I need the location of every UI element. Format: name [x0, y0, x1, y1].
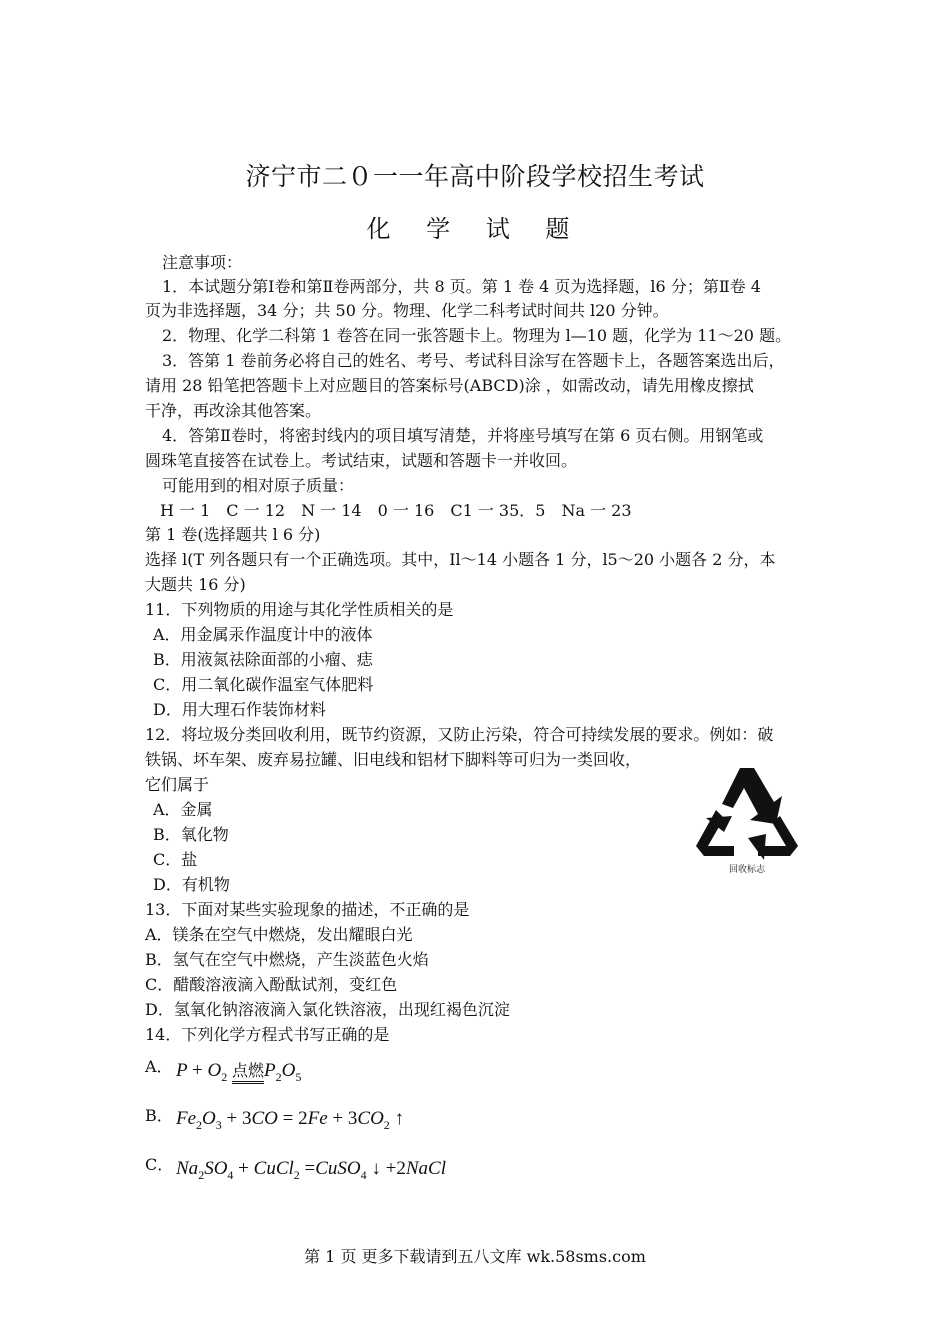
notice-item-1-line-1: 1．本试题分第Ⅰ卷和第Ⅱ卷两部分，共 8 页。第 1 卷 4 页为选择题，l6 分；第Ⅱ卷 4 [162, 277, 761, 296]
q14-option-c-label: C． [145, 1155, 174, 1174]
q11-option-c: C．用二氧化碳作温室气体肥料 [153, 675, 374, 694]
page-footer: 第 1 页 更多下载请到五八文库 wk.58sms.com [304, 1247, 646, 1266]
q12-stem-line-3: 它们属于 [145, 775, 210, 794]
q13-option-d: D．氢氧化钠溶液滴入氯化铁溶液，出现红褐色沉淀 [145, 1000, 510, 1019]
section-intro-line-2: 大题共 16 分) [145, 575, 246, 594]
notice-item-4-line-2: 圆珠笔直接答在试卷上。考试结束，试题和答题卡一并收回。 [145, 451, 578, 470]
exam-title: 济宁市二０一一年高中阶段学校招生考试 [245, 162, 705, 191]
notice-heading: 注意事项： [162, 253, 243, 272]
q14-option-b-label: B． [145, 1106, 173, 1125]
notice-item-3-line-1: 3．答第 1 卷前务必将自己的姓名、考号、考试科目涂写在答题卡上，各题答案选出后， [162, 351, 785, 370]
q12-option-c: C．盐 [153, 850, 198, 869]
exam-subtitle: 化 学 试 题 [366, 215, 584, 243]
atomic-mass-heading: 可能用到的相对原子质量： [162, 476, 355, 495]
q12-option-d: D．有机物 [153, 875, 230, 894]
recycle-symbol-figure [688, 758, 806, 878]
q13-option-a: A．镁条在空气中燃烧，发出耀眼白光 [145, 925, 413, 944]
notice-item-3-line-2: 请用 28 铅笔把答题卡上对应题目的答案标号(ABCD)涂 ，如需改动，请先用橡皮擦拭 [145, 376, 754, 395]
q14-equation-b: $Fe_2O_3 + 3CO = 2Fe + 3CO_2$ ↑ [176, 1108, 405, 1132]
q14-equation-a-condition: 点燃 [232, 1063, 264, 1084]
q12-stem-line-2: 铁锅、坏车架、废弃易拉罐、旧电线和铝材下脚料等可归为一类回收， [145, 750, 642, 769]
q11-option-b: B．用液氮祛除面部的小瘤、痣 [153, 650, 373, 669]
section-title: 第 1 卷(选择题共 l 6 分) [145, 525, 321, 544]
q12-option-b: B．氧化物 [153, 825, 229, 844]
recycle-caption: 回收标志 [728, 865, 766, 875]
atomic-mass-values: H 一 1 C 一 12 N 一 14 0 一 16 C1 一 35．5 Na 一 23 [160, 501, 632, 520]
section-intro-line-1: 选择 l(T 列各题只有一个正确选项。其中，Il～14 小题各 1 分，l5～20 小题各 2 分，本 [145, 550, 776, 569]
notice-item-3-line-3: 干净，再改涂其他答案。 [145, 401, 322, 420]
q11-option-a: A．用金属汞作温度计中的液体 [153, 625, 373, 644]
q14-equation-c: $Na_2SO_4$ + CuCl$_2$ =CuSO$_4$ ↓ +2NaCl [176, 1158, 446, 1182]
q12-stem-line-1: 12．将垃圾分类回收利用，既节约资源，又防止污染，符合可持续发展的要求。例如：破 [145, 725, 774, 744]
q14-option-a-label: A． [145, 1057, 173, 1076]
notice-item-2: 2．物理、化学二科第 1 卷答在同一张答题卡上。物理为 l—10 题，化学为 11～20 题。 [162, 326, 792, 345]
notice-item-1-line-2: 页为非选择题，34 分；共 50 分。物理、化学二科考试时间共 l20 分钟。 [145, 301, 669, 320]
q13-stem: 13．下面对某些实验现象的描述，不正确的是 [145, 900, 470, 919]
q12-option-a: A．金属 [153, 800, 213, 819]
q13-option-b: B．氢气在空气中燃烧，产生淡蓝色火焰 [145, 950, 429, 969]
notice-item-4-line-1: 4．答第Ⅱ卷时，将密封线内的项目填写清楚，并将座号填写在第 6 页右侧。用钢笔或 [162, 426, 764, 445]
q11-stem: 11．下列物质的用途与其化学性质相关的是 [145, 600, 454, 619]
recycle-icon [688, 758, 806, 878]
q11-option-d: D．用大理石作装饰材料 [153, 700, 326, 719]
q14-equation-a: $P + O_2$ 点燃$P_2O_5$ [176, 1060, 302, 1084]
q14-stem: 14．下列化学方程式书写正确的是 [145, 1025, 390, 1044]
q13-option-c: C．醋酸溶液滴入酚酞试剂，变红色 [145, 975, 398, 994]
